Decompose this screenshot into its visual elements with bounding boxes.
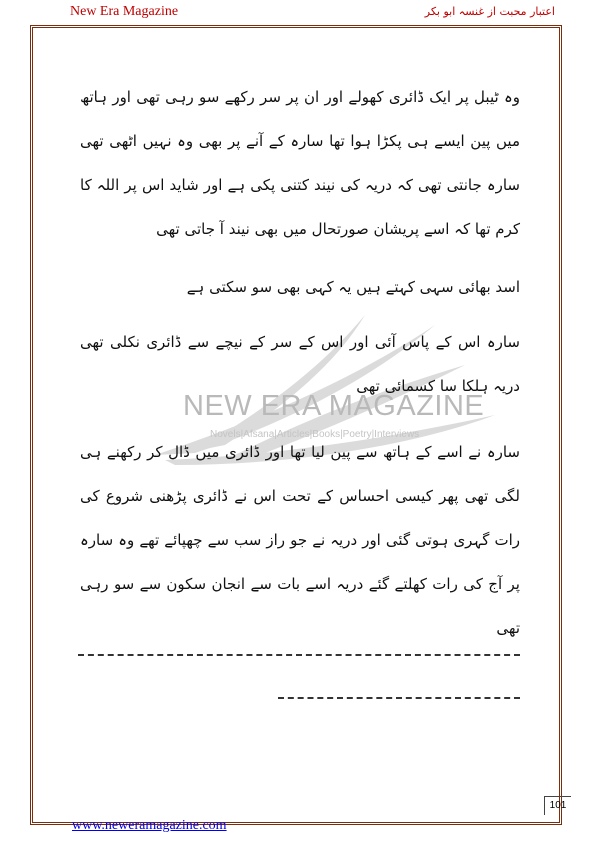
watermark-subtitle: Novels|Afsana|Articles|Books|Poetry|Interviews xyxy=(210,429,420,440)
paragraph-4: سارہ نے اسے کے ہاتھ سے پین لیا تھا اور ڈائری میں ڈال کر رکھنے ہی لگی تھی پھر کیسی احساس کے تحت اس نے ڈائری پڑھنی شروع کی رات گہری ہوتی گئی اور دریہ نے جو راز سب سے چھپائے تھے وہ سارہ پر آج کی رات کھلتے گئے دریہ اسے بات سے انجان سکون سے سو رہی تھی xyxy=(80,443,520,637)
paragraph-1: وہ ٹیبل پر ایک ڈائری کھولے اور ان پر سر رکھے سو رہی تھی اور ہاتھ میں پین ایسے ہی پکڑا ہوا تھا سارہ کے آنے پر بھی وہ نہیں اٹھی تھی سارہ جانتی تھی کہ دریہ کی نیند کتنی پکی ہے اور شاید اس پر اللہ کا کرم تھا کہ اسے پریشان صورتحال میں بھی نیند آ جاتی تھی xyxy=(80,88,520,238)
watermark-title: NEW ERA MAGAZINE xyxy=(183,390,485,422)
paragraph-3: سارہ اس کے پاس آئی اور اس کے سر کے نیچے سے ڈائری نکلی تھی دریہ ہلکا سا کسمائی تھی xyxy=(80,333,520,395)
novel-title: اعتبار محبت از غنسہ ابو بکر xyxy=(424,5,555,18)
page-number: 101 xyxy=(544,796,571,815)
dashed-divider-short xyxy=(278,697,520,699)
magazine-name: New Era Magazine xyxy=(70,4,179,19)
dashed-divider-long xyxy=(78,654,520,656)
website-link[interactable]: www.neweramagazine.com xyxy=(72,818,227,833)
paragraph-2: اسد بھائی سہی کہتے ہیں یہ کہی بھی سو سکتی ہے xyxy=(186,278,520,296)
